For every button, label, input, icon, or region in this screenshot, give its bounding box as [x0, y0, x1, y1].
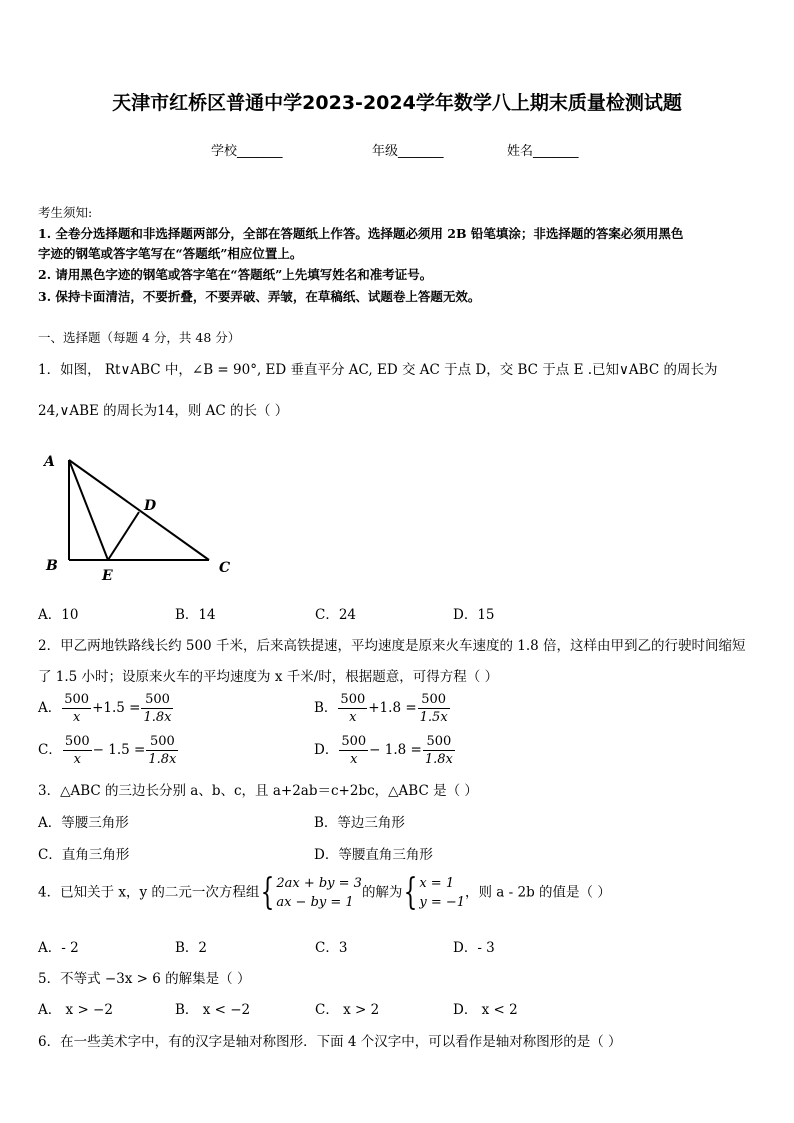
numerator: 500	[64, 692, 90, 707]
denominator: x	[72, 710, 81, 725]
brace-icon: {	[261, 872, 275, 913]
notice-line-3: 3. 保持卡面清洁，不要折叠，不要弄破、弄皱，在草稿纸、试题卷上答题无效。	[38, 289, 481, 304]
page-title: 天津市红桥区普通中学2023-2024学年数学八上期末质量检测试题	[112, 92, 682, 114]
operator: − 1.8 =	[369, 742, 422, 758]
q3-stem: 3．△ABC 的三边长分别 a、b、c，且 a+2ab＝c+2bc，△ABC 是（ ）	[38, 783, 478, 799]
label-b: B	[46, 558, 58, 574]
q4-stem-mid: 的解为	[361, 884, 403, 901]
denominator: 1.8x	[148, 752, 177, 767]
operator: +1.5 =	[92, 700, 141, 716]
solution-system	[419, 874, 465, 912]
numerator: 500	[141, 691, 173, 709]
q6-stem: 6．在一些美术字中，有的汉字是轴对称图形．下面 4 个汉字中，可以看作是轴对称图形的是（ ）	[38, 1034, 622, 1050]
q1-option-c: C．24	[315, 607, 357, 623]
q4-option-d: D．- 3	[453, 940, 495, 956]
q4-stem	[38, 874, 611, 912]
denominator: 1.5x	[419, 710, 448, 725]
option-label: A．	[38, 700, 62, 716]
fraction	[141, 691, 173, 726]
numerator: 500	[423, 733, 455, 751]
q1-stem-line2: 24,∨ABE 的周长为14，则 AC 的长（ ）	[38, 403, 289, 419]
q2-stem-line2: 了 1.5 小时；设原来火车的平均速度为 x 千米/时，根据题意，可得方程（ ）	[38, 669, 499, 685]
equation-1: 2ax + by = 3	[276, 876, 362, 891]
fraction	[338, 691, 367, 726]
fraction	[339, 733, 368, 768]
denominator: 1.8x	[424, 752, 453, 767]
q1-option-b: B．14	[175, 607, 216, 623]
equation-system	[276, 874, 362, 912]
q4-stem-pre: 4．已知关于 x，y 的二元一次方程组	[38, 884, 260, 901]
solution-2: y = −1	[419, 895, 466, 910]
option-label: B．	[314, 700, 338, 716]
q4-option-b: B．2	[175, 940, 208, 956]
solution-1: x = 1	[419, 876, 455, 891]
denominator: 1.8x	[143, 710, 172, 725]
numerator: 500	[341, 734, 367, 749]
label-d: D	[144, 498, 157, 514]
q1-triangle-figure	[38, 448, 238, 586]
denominator: x	[349, 710, 357, 725]
q1-option-a: A．10	[38, 607, 79, 623]
section-heading: 一、选择题（每题 4 分，共 48 分）	[38, 330, 241, 345]
q4-stem-post: ，则 a - 2b 的值是（ ）	[465, 884, 611, 901]
q5-option-d: D． x < 2	[453, 1002, 518, 1018]
q5-option-b: B． x < −2	[175, 1002, 251, 1018]
fraction	[62, 691, 91, 726]
fraction	[418, 691, 450, 726]
q1-stem-line1: 1．如图， Rt∨ABC 中，∠B = 90°, ED 垂直平分 AC, ED 交 AC 于点 D，交 BC 于点 E .已知∨ABC 的周长为	[38, 362, 718, 378]
brace-icon: {	[404, 872, 418, 913]
operator: +1.8 =	[368, 700, 417, 716]
numerator: 500	[146, 733, 178, 751]
name-field: 姓名_______	[507, 144, 579, 159]
notice-line-2: 2. 请用黑色字迹的钢笔或答字笔在“答题纸”上先填写姓名和准考证号。	[38, 267, 433, 282]
denominator: x	[350, 752, 358, 767]
q5-stem: 5．不等式 −3x > 6 的解集是（ ）	[38, 971, 251, 987]
label-e: E	[102, 568, 113, 584]
q5-option-a: A． x > −2	[38, 1002, 113, 1018]
option-label: C．	[38, 742, 62, 758]
q4-option-a: A．- 2	[38, 940, 79, 956]
fraction	[63, 733, 92, 768]
fraction	[146, 733, 178, 768]
equation-2: ax − by = 1	[276, 895, 354, 910]
numerator: 500	[340, 692, 366, 707]
numerator: 500	[418, 691, 450, 709]
q3-option-d: D．等腰直角三角形	[314, 847, 433, 863]
numerator: 500	[64, 734, 90, 749]
notice-line-1: 1. 全卷分选择题和非选择题两部分，全部在答题纸上作答。选择题必须用 2B 铅笔填涂；非选择题的答案必须用黑色	[38, 226, 684, 241]
label-c: C	[219, 560, 231, 576]
q3-option-b: B．等边三角形	[314, 815, 405, 831]
q2-option-a	[38, 691, 174, 726]
q2-option-d	[314, 733, 456, 768]
q5-option-c: C． x > 2	[315, 1002, 380, 1018]
q1-option-d: D．15	[453, 607, 495, 623]
school-field: 学校_______	[211, 144, 283, 159]
label-a: A	[44, 454, 55, 470]
fraction	[423, 733, 455, 768]
q2-option-c	[38, 733, 179, 768]
q2-stem-line1: 2．甲乙两地铁路线长约 500 千米，后来高铁提速，平均速度是原来火车速度的 1.8 倍，这样由甲到乙的行驶时间缩短	[38, 638, 746, 654]
grade-field: 年级_______	[372, 144, 444, 159]
operator: − 1.5 =	[92, 742, 146, 758]
denominator: x	[73, 752, 81, 767]
q3-option-c: C．直角三角形	[38, 847, 130, 863]
q3-option-a: A．等腰三角形	[38, 815, 129, 831]
q2-option-b	[314, 691, 451, 726]
q4-option-c: C．3	[315, 940, 348, 956]
option-label: D．	[314, 742, 339, 758]
notice-line-1b: 字迹的钢笔或答字笔写在“答题纸”相应位置上。	[38, 246, 303, 261]
notice-heading: 考生须知:	[38, 205, 93, 220]
